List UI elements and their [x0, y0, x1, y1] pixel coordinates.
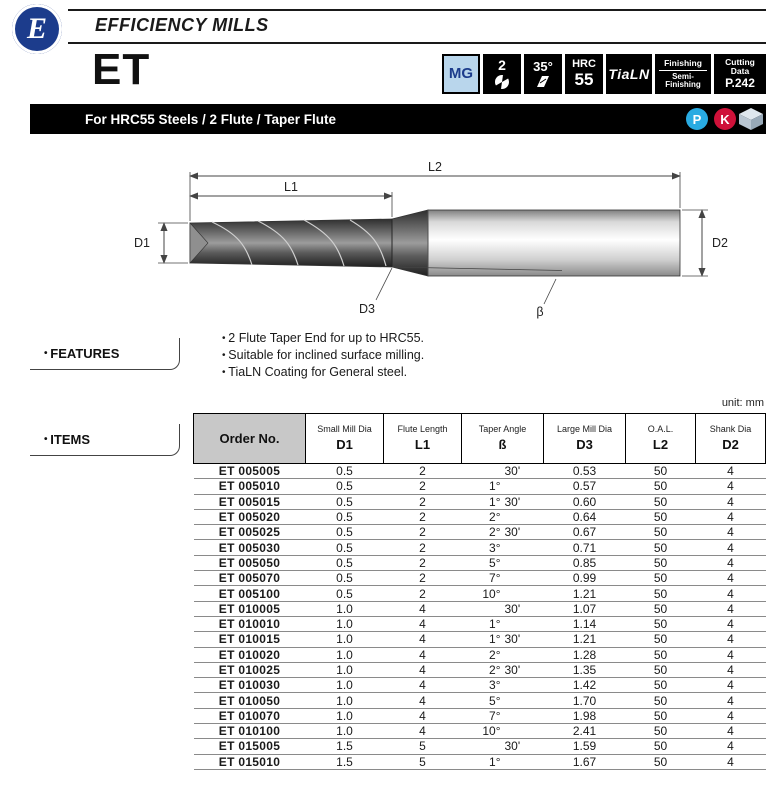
value-cell: 2: [384, 525, 462, 540]
value-cell: 0.53: [544, 464, 626, 479]
dim-label-D3: D3: [359, 302, 375, 316]
value-cell: 1.0: [306, 662, 384, 677]
value-cell: 2: [384, 509, 462, 524]
table-row: [194, 616, 766, 631]
order-no-cell: ET 010020: [194, 647, 306, 662]
value-cell: 1.0: [306, 678, 384, 693]
value-cell: 4: [384, 724, 462, 739]
taper-angle-cell: 2°: [462, 509, 544, 524]
table-row: [194, 632, 766, 647]
value-cell: 1.5: [306, 739, 384, 754]
cutting-page-ref: P.242: [725, 76, 755, 91]
table-row: [194, 662, 766, 677]
value-cell: 4: [384, 601, 462, 616]
value-cell: 4: [696, 540, 766, 555]
dim-label-D2: D2: [712, 236, 728, 250]
taper-angle-cell: 1°: [462, 616, 544, 631]
value-cell: 1.42: [544, 678, 626, 693]
table-row: [194, 525, 766, 540]
value-cell: 0.5: [306, 586, 384, 601]
value-cell: 2: [384, 555, 462, 570]
taper-angle-cell: 30': [462, 464, 544, 479]
order-no-cell: ET 005030: [194, 540, 306, 555]
value-cell: 50: [626, 724, 696, 739]
value-cell: 50: [626, 647, 696, 662]
mg-badge: MG: [442, 54, 480, 94]
value-cell: 50: [626, 754, 696, 769]
flute-cross-section-icon: [494, 74, 510, 90]
value-cell: 1.67: [544, 754, 626, 769]
value-cell: 2: [384, 540, 462, 555]
value-cell: 1.5: [306, 754, 384, 769]
value-cell: 50: [626, 739, 696, 754]
value-cell: 2.41: [544, 724, 626, 739]
order-no-cell: ET 005100: [194, 586, 306, 601]
value-cell: 50: [626, 662, 696, 677]
order-no-cell: ET 010005: [194, 601, 306, 616]
cutting-data-badge: [714, 54, 766, 94]
value-cell: 0.99: [544, 571, 626, 586]
items-section-label: • ITEMS: [30, 424, 180, 456]
flute-count-badge: [483, 54, 521, 94]
order-no-cell: ET 005005: [194, 464, 306, 479]
col-header-shank-dia: Shank Dia D2: [696, 414, 766, 464]
value-cell: 2: [384, 479, 462, 494]
value-cell: 1.35: [544, 662, 626, 677]
dim-label-L2: L2: [428, 160, 442, 174]
value-cell: 0.5: [306, 571, 384, 586]
helix-angle-icon: [535, 75, 551, 88]
table-row: [194, 494, 766, 509]
taper-angle-cell: 7°: [462, 708, 544, 723]
taper-angle-cell: 1° 30': [462, 494, 544, 509]
value-cell: 0.5: [306, 509, 384, 524]
value-cell: 50: [626, 494, 696, 509]
header-rule-top: [68, 9, 766, 11]
order-no-cell: ET 010100: [194, 724, 306, 739]
subtitle-bar: [30, 104, 766, 134]
value-cell: 4: [696, 754, 766, 769]
value-cell: 4: [384, 616, 462, 631]
value-cell: 1.21: [544, 586, 626, 601]
value-cell: 4: [384, 708, 462, 723]
value-cell: 50: [626, 540, 696, 555]
taper-angle-cell: 2°: [462, 647, 544, 662]
value-cell: 1.0: [306, 647, 384, 662]
taper-angle-cell: 10°: [462, 586, 544, 601]
feature-item: • 2 Flute Taper End for up to HRC55.: [222, 330, 424, 347]
dim-label-D1: D1: [134, 236, 150, 250]
order-no-cell: ET 010015: [194, 632, 306, 647]
value-cell: 1.0: [306, 616, 384, 631]
value-cell: 1.07: [544, 601, 626, 616]
header-rule-bottom: [68, 42, 766, 44]
table-row: [194, 739, 766, 754]
value-cell: 1.0: [306, 632, 384, 647]
col-header-large-mill-dia: Large Mill Dia D3: [544, 414, 626, 464]
value-cell: 4: [384, 632, 462, 647]
taper-angle-cell: 1° 30': [462, 632, 544, 647]
col-header-oal: O.A.L. L2: [626, 414, 696, 464]
order-no-cell: ET 005020: [194, 509, 306, 524]
value-cell: 0.57: [544, 479, 626, 494]
value-cell: 1.0: [306, 693, 384, 708]
order-no-cell: ET 010030: [194, 678, 306, 693]
value-cell: 50: [626, 479, 696, 494]
value-cell: 0.64: [544, 509, 626, 524]
value-cell: 2: [384, 494, 462, 509]
value-cell: 50: [626, 509, 696, 524]
cutting-line1: Cutting: [725, 57, 755, 68]
value-cell: 0.5: [306, 494, 384, 509]
flute-count-label: 2: [498, 56, 506, 73]
taper-angle-cell: 1°: [462, 479, 544, 494]
table-row: [194, 509, 766, 524]
value-cell: 0.5: [306, 540, 384, 555]
value-cell: 0.5: [306, 555, 384, 570]
dim-label-L1: L1: [284, 180, 298, 194]
taper-angle-cell: 3°: [462, 678, 544, 693]
value-cell: 4: [696, 601, 766, 616]
value-cell: 0.85: [544, 555, 626, 570]
features-list: [222, 330, 424, 381]
subtitle-text: For HRC55 Steels / 2 Flute / Taper Flute: [85, 111, 337, 127]
table-row: [194, 708, 766, 723]
value-cell: 4: [384, 678, 462, 693]
table-row: [194, 678, 766, 693]
feature-item: • TiaLN Coating for General steel.: [222, 364, 424, 381]
value-cell: 4: [696, 647, 766, 662]
value-cell: 4: [696, 555, 766, 570]
value-cell: 2: [384, 571, 462, 586]
taper-angle-cell: 3°: [462, 540, 544, 555]
table-row: [194, 479, 766, 494]
value-cell: 0.60: [544, 494, 626, 509]
table-row: [194, 601, 766, 616]
dim-label-beta: β: [536, 305, 544, 319]
taper-angle-cell: 2° 30': [462, 525, 544, 540]
p-application-badge: P: [686, 108, 708, 130]
feature-item: • Suitable for inclined surface milling.: [222, 347, 424, 364]
table-row: [194, 540, 766, 555]
value-cell: 4: [696, 464, 766, 479]
hardness-value: 55: [574, 69, 594, 89]
value-cell: 4: [696, 525, 766, 540]
taper-angle-cell: 10°: [462, 724, 544, 739]
taper-angle-cell: 1°: [462, 754, 544, 769]
mill-body: [190, 210, 680, 276]
order-no-cell: ET 010050: [194, 693, 306, 708]
value-cell: 4: [696, 693, 766, 708]
finishing-line2: Semi-: [672, 71, 694, 81]
value-cell: 4: [696, 586, 766, 601]
order-no-cell: ET 005070: [194, 571, 306, 586]
value-cell: 0.71: [544, 540, 626, 555]
value-cell: 4: [696, 678, 766, 693]
features-section-label: • FEATURES: [30, 338, 180, 370]
end-mill-drawing: [0, 138, 780, 338]
col-header-order-no: Order No.: [194, 414, 306, 464]
order-no-cell: ET 005010: [194, 479, 306, 494]
value-cell: 4: [696, 509, 766, 524]
value-cell: 0.5: [306, 479, 384, 494]
items-table-body: [194, 464, 766, 770]
value-cell: 1.98: [544, 708, 626, 723]
table-row: [194, 555, 766, 570]
value-cell: 2: [384, 586, 462, 601]
product-code: ET: [92, 45, 151, 94]
value-cell: 50: [626, 586, 696, 601]
table-row: [194, 724, 766, 739]
taper-angle-cell: 5°: [462, 555, 544, 570]
table-row: [194, 571, 766, 586]
table-row: [194, 586, 766, 601]
value-cell: 5: [384, 754, 462, 769]
value-cell: 4: [696, 616, 766, 631]
value-cell: 4: [384, 693, 462, 708]
taper-angle-cell: 30': [462, 601, 544, 616]
value-cell: 1.0: [306, 601, 384, 616]
value-cell: 0.67: [544, 525, 626, 540]
value-cell: 4: [696, 662, 766, 677]
value-cell: 2: [384, 464, 462, 479]
order-no-cell: ET 015010: [194, 754, 306, 769]
table-row: [194, 647, 766, 662]
items-table-header: [194, 414, 766, 464]
hardness-label: HRC: [572, 58, 596, 71]
value-cell: 1.21: [544, 632, 626, 647]
value-cell: 50: [626, 616, 696, 631]
value-cell: 4: [384, 647, 462, 662]
finishing-line1: Finishing: [659, 59, 707, 71]
finishing-line3: Finishing: [665, 79, 701, 89]
order-no-cell: ET 010070: [194, 708, 306, 723]
col-header-small-mill-dia: Small Mill Dia D1: [306, 414, 384, 464]
value-cell: 1.0: [306, 708, 384, 723]
value-cell: 50: [626, 601, 696, 616]
value-cell: 0.5: [306, 525, 384, 540]
order-no-cell: ET 010025: [194, 662, 306, 677]
value-cell: 4: [696, 708, 766, 723]
spec-badges: [442, 54, 766, 94]
order-no-cell: ET 005050: [194, 555, 306, 570]
table-row: [194, 754, 766, 769]
value-cell: 0.5: [306, 464, 384, 479]
k-application-badge: K: [714, 108, 736, 130]
value-cell: 4: [696, 479, 766, 494]
value-cell: 50: [626, 525, 696, 540]
value-cell: 50: [626, 464, 696, 479]
order-no-cell: ET 010010: [194, 616, 306, 631]
value-cell: 50: [626, 632, 696, 647]
finishing-badge: [655, 54, 711, 94]
table-row: [194, 693, 766, 708]
value-cell: 4: [696, 571, 766, 586]
helix-angle-label: 35°: [533, 58, 553, 74]
value-cell: 1.70: [544, 693, 626, 708]
order-no-cell: ET 005015: [194, 494, 306, 509]
helix-angle-badge: [524, 54, 562, 94]
value-cell: 1.59: [544, 739, 626, 754]
col-header-flute-length: Flute Length L1: [384, 414, 462, 464]
value-cell: 50: [626, 693, 696, 708]
value-cell: 50: [626, 571, 696, 586]
value-cell: 4: [696, 494, 766, 509]
order-no-cell: ET 005025: [194, 525, 306, 540]
cutting-line2: Data: [730, 66, 750, 77]
order-no-cell: ET 015005: [194, 739, 306, 754]
coating-badge: TiaLN: [606, 54, 652, 94]
section-letter-badge: E: [12, 4, 62, 54]
taper-angle-cell: 2° 30': [462, 662, 544, 677]
value-cell: 4: [696, 724, 766, 739]
value-cell: 1.14: [544, 616, 626, 631]
value-cell: 4: [696, 632, 766, 647]
taper-angle-cell: 30': [462, 739, 544, 754]
workpiece-icon: [738, 107, 764, 131]
value-cell: 50: [626, 708, 696, 723]
taper-angle-cell: 5°: [462, 693, 544, 708]
value-cell: 1.28: [544, 647, 626, 662]
value-cell: 4: [384, 662, 462, 677]
value-cell: 50: [626, 678, 696, 693]
table-row: [194, 464, 766, 479]
col-header-taper-angle: Taper Angle ß: [462, 414, 544, 464]
value-cell: 1.0: [306, 724, 384, 739]
items-table: [193, 413, 766, 770]
value-cell: 50: [626, 555, 696, 570]
taper-angle-cell: 7°: [462, 571, 544, 586]
unit-note: unit: mm: [721, 397, 764, 409]
hardness-badge: [565, 54, 603, 94]
value-cell: 4: [696, 739, 766, 754]
series-title: EFFICIENCY MILLS: [95, 15, 269, 35]
value-cell: 5: [384, 739, 462, 754]
